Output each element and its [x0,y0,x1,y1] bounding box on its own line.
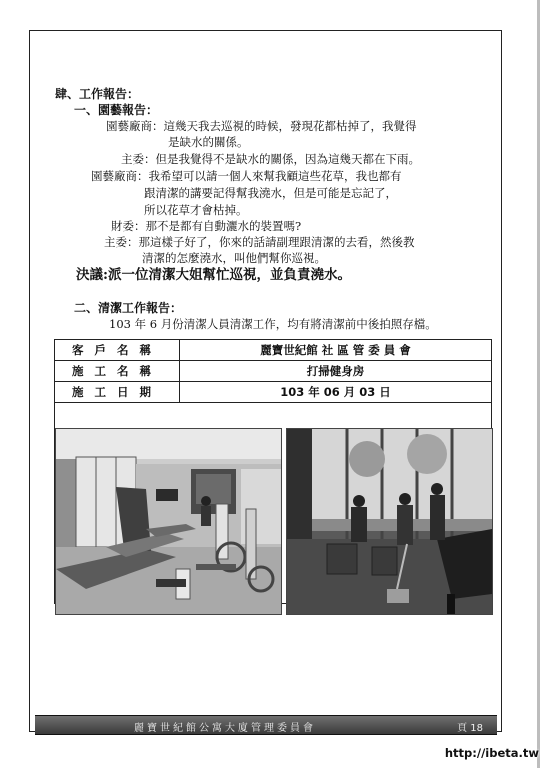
cleaning-staff-photo [286,428,493,615]
garden-heading: 一、園藝報告： [74,103,159,117]
table-label-client: 客戶名稱 [55,340,180,361]
garden-line-7: 財委：那不是都有自動灑水的裝置嗎? [111,219,302,233]
table-label-work-date: 施工日期 [55,382,180,403]
garden-line-8: 主委：那這樣子好了，你來的話請副理跟清潔的去看，然後教 [104,235,415,249]
garden-line-3: 主委：但是我覺得不是缺水的關係，因為這幾天都在下雨。 [121,152,420,166]
table-value-work-date: 103 年 06 月 03 日 [180,382,492,403]
cleaning-intro: 103 年 6 月份清潔人員清潔工作，均有將清潔前中後拍照存檔。 [109,317,437,331]
garden-line-9: 清潔的怎麼澆水，叫他們幫你巡視。 [142,251,326,265]
footer-bar [35,715,497,735]
table-value-work-name: 打掃健身房 [180,361,492,382]
table-row [55,382,492,403]
table-label-work-name: 施工名稱 [55,361,180,382]
watermark-url: http://ibeta.tw [444,746,539,760]
garden-line-6: 所以花草才會枯掉。 [144,203,248,217]
garden-decision: 決議:派一位清潔大姐幫忙巡視，並負責澆水。 [76,267,351,283]
table-row [55,340,492,361]
garden-line-2: 是缺水的關係。 [168,135,249,149]
footer-title: 麗寶世紀館公寓大廈管理委員會 [134,723,316,734]
garden-line-5: 跟清潔的講要記得幫我澆水，但是可能是忘記了， [144,186,397,200]
scan-edge [537,0,540,768]
gym-treadmill-photo [55,428,282,615]
table-value-client: 麗寶世紀館 社 區 管 委 員 會 [180,340,492,361]
table-row [55,361,492,382]
garden-line-4: 園藝廠商：我希望可以請一個人來幫我顧這些花草，我也都有 [91,169,402,183]
garden-line-1: 園藝廠商：這幾天我去巡視的時候，發現花都枯掉了，我覺得 [106,119,417,133]
cleaning-heading: 二、清潔工作報告： [74,301,183,315]
section-heading: 肆、工作報告： [55,87,140,101]
footer-page-number: 頁 18 [457,723,483,734]
